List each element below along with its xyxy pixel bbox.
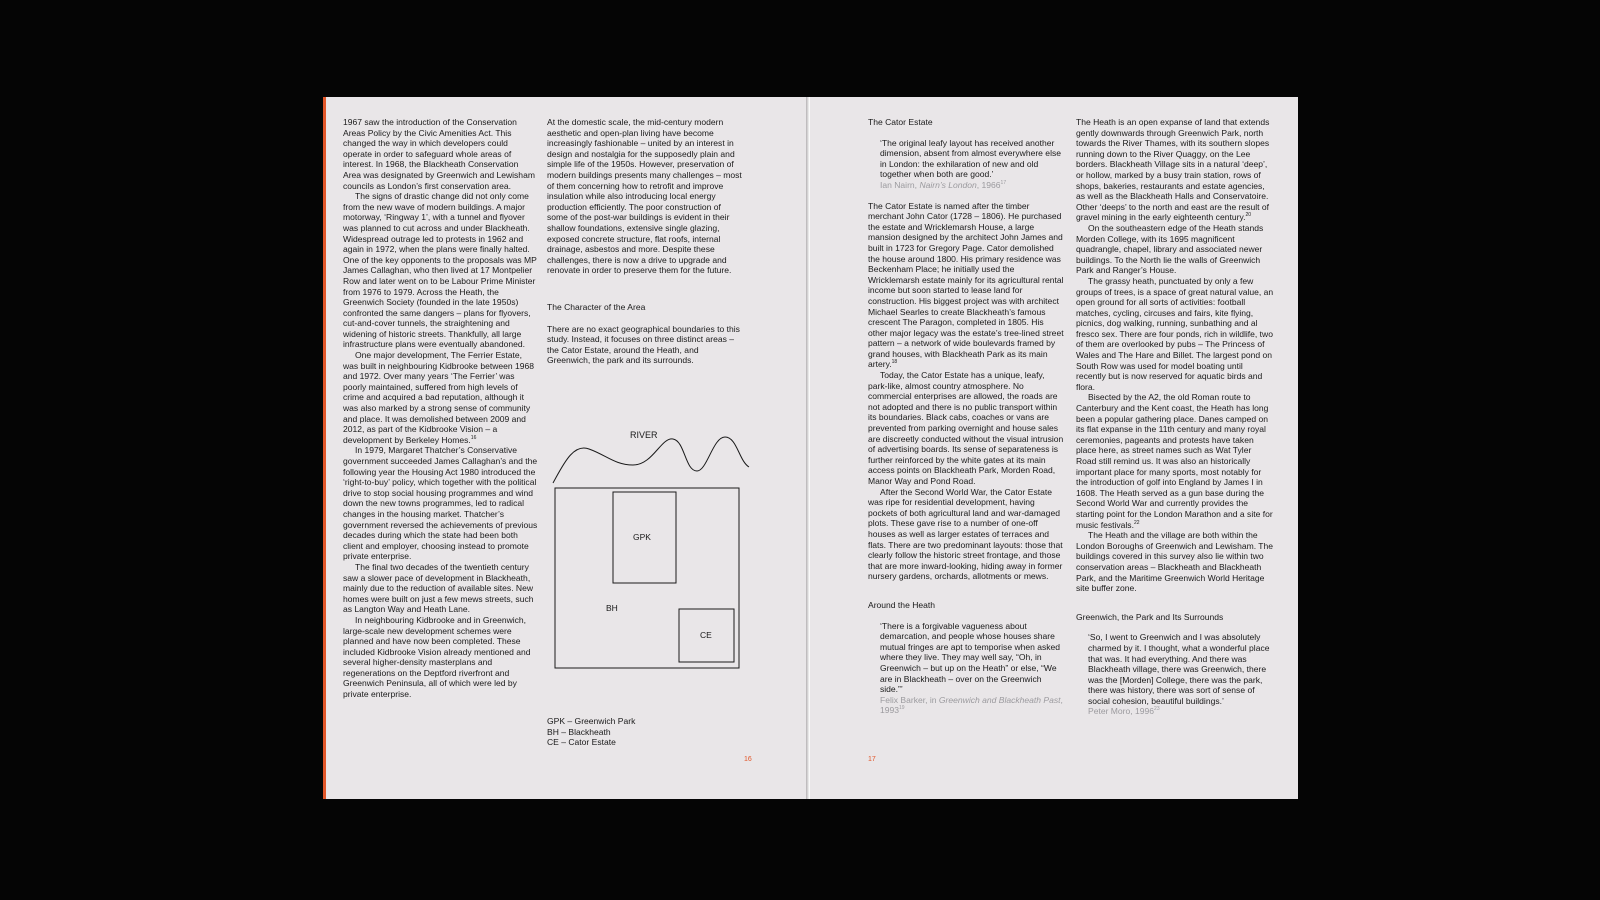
footnote-mark: 18 (891, 359, 898, 366)
moro-quote-source: Peter Moro, 1996$^{23}$ (1088, 706, 1160, 717)
cator-estate-text (868, 201, 1065, 582)
moro-quote-text: ‘So, I went to Greenwich and I was absolutely charmed by it. I thought, what a wonderful place that was. It had everything. And there was Blackheath village, there was Greenwich, there was the [Morden] College, there was the park, there was history, there was sort of sense of social cohesion, beautiful buildings.’ (1088, 632, 1270, 706)
left-page (323, 97, 809, 799)
paragraph: One major development, The Ferrier Estate, was built in neighbouring Kidbrooke between 1968 and 1972. Over many years ‘The Ferrier’ was poorly maintained, suffered from high levels of crime and acquired a bad reputation, although it was also marked by a strong sense of community and place. It was demolished between 2009 and 2012, as part of the Kidbrooke Vision – a development by Berkeley Homes.$^{16}$ (343, 350, 535, 445)
legend-item: CE – Cator Estate (547, 737, 616, 748)
section-title-cator: The Cator Estate (868, 117, 933, 127)
right-column-1 (868, 117, 1065, 716)
footnote-mark: 20 (1245, 212, 1252, 219)
area-map (551, 427, 751, 687)
character-text: There are no exact geographical boundaries to this study. Instead, it focuses on three distinct areas – the Cator Estate, around the Heath, and Greenwich, the park and its surrounds. (547, 323, 740, 366)
paragraph: 1967 saw the introduction of the Conservation Areas Policy by the Civic Amenities Act. This changed the way in which developers could operate in order to safeguard whole areas of interest. In 1968, the Blackheath Conservation Area was designated by Greenwich and Lewisham councils as London’s first conservation area. (343, 117, 535, 191)
paragraph: The Heath and the village are both within the London Boroughs of Greenwich and Lewisham. The buildings covered in this survey also lie within two conservation areas – Blackheath and Blackheath Park, and the Maritime Greenwich World Heritage site buffer zone. (1076, 530, 1274, 594)
right-column-2 (1076, 117, 1274, 717)
map-legend (547, 716, 743, 748)
paragraph: In neighbouring Kidbrooke and in Greenwich, large-scale new development schemes were planned and have now been completed. These included Kidbrooke Vision already mentioned and several higher-density masterplans and regenerations on the Deptford riverfront and Greenwich Peninsula, all of which were led by private enterprise. (343, 614, 531, 700)
paragraph: After the Second World War, the Cator Estate was ripe for residential development, having pockets of both agricultural land and war-damaged plots. These gave rise to a number of one-off houses as well as larger estates of terraces and flats. There are two predominant layouts: those that clearly follow the historic street frontage, and those that are more inward-looking, hiding away in former nursery gardens, orchards, allotments or mews. (868, 486, 1063, 582)
paragraph: The Cator Estate is named after the timber merchant John Cator (1728 – 1806). He purchased the estate and Wricklemarsh House, a large mansion designed by the architect John James and built in 1723 for Gregory Page. Cator demolished the house around 1800. His primary residence was Beckenham Place; he initially used the Wricklemarsh estate mainly for its agricultural rental income but soon started to lease land for construction. His biggest project was with architect Michael Searles to create Blackheath’s famous crescent The Paragon, completed in 1805. His other major legacy was the estate’s tree-lined street pattern – a network of wide boulevards framed by grand houses, with Blackheath Park as its main artery.$^{18}$ (868, 200, 1064, 370)
barker-quote-source: Felix Barker, in Greenwich and Blackheath Past, 1993$^{19}$ (880, 694, 1063, 716)
barker-quote (868, 621, 1065, 716)
legend-item: BH – Blackheath (547, 726, 611, 737)
paragraph: Today, the Cator Estate has a unique, leafy, park-like, almost country atmosphere. No commercial enterprises are allowed, the roads are not adopted and there is no public transport within its boundaries. Black cabs, coaches or vans are prevented from parking overnight and house sales are discreetly conducted without the visual intrusion of advertising boards. Its sense of separateness is further reinforced by the white gates at its main access points on Blackheath Park, Morden Road, Manor Way and Pond Road. (868, 370, 1064, 486)
page-number-17: 17 (868, 756, 876, 763)
heath-text (1076, 117, 1274, 594)
paragraph: The final two decades of the twentieth century saw a slower pace of development in Blackheath, mainly due to the reduction of available sites. New homes were built on just a few mews streets, such as Langton Way and Heath Lane. (343, 561, 534, 615)
page-number-16: 16 (744, 756, 752, 763)
section-title-greenwich: Greenwich, the Park and Its Surrounds (1076, 611, 1224, 622)
footnote-mark: 22 (1133, 519, 1140, 526)
paragraph: At the domestic scale, the mid-century modern aesthetic and open-plan living have become increasingly fashionable – united by an interest in design and nostalgia for the supposedly plain and simple life of the 1950s. However, preservation of modern buildings presents many challenges – most of them concerning how to retrofit and improve insulation while also introducing local energy production efficiently. The poor construction of some of the post-war buildings is evident in their shallow foundations, extensive single glazing, exposed concrete structure, flat roofs, internal drainage, asbestos and more. Despite these challenges, there is now a drive to upgrade and renovate in order to preserve them for the future. (547, 117, 742, 276)
section-title-heath: Around the Heath (868, 599, 935, 610)
bh-label: BH (606, 603, 618, 613)
barker-quote-text: ‘There is a forgivable vagueness about demarcation, and people whose houses share mutual fringes are apt to temporise when asked where they live. They may well say, “Oh, in Greenwich – but up on the Heath” or else, “We are in Blackheath – over on the Greenwich side.”’ (880, 620, 1061, 695)
nairn-quote-text: ‘The original leafy layout has received another dimension, absent from almost everywhere else in London: the exhilaration of new and old together when both are good.’ (880, 137, 1061, 180)
river-line (553, 437, 749, 483)
domestic-scale-text (547, 117, 743, 276)
paragraph: Bisected by the A2, the old Roman route to Canterbury and the Kent coast, the Heath has long been a popular gathering place. Danes camped on its flat expanse in the 11th century and many royal ceremonies, pageants and protests have taken place here, as street names such as Wat Tyler Road still remind us. It was also an historically important place for many sports, most notably for the introduction of golf into England by James I in 1608. The Heath served as a gun base during the Second World War and currently provides the starting point for the London Marathon and a site for music festivals.$^{22}$ (1076, 392, 1273, 530)
paragraph: The Heath is an open expanse of land that extends gently downwards through Greenwich Park, north towards the River Thames, with its southern slopes running down to the River Quaggy, on the Lee borders. Blackheath Village sits in a natural ‘deep’, or hollow, marked by a busy train station, rows of shops, bakeries, restaurants and estate agencies, as well as the Blackheath Halls and Conservatoire. Other ‘deeps’ to the north and east are the result of gravel mining in the early eighteenth century.$^{20}$ (1076, 117, 1270, 223)
moro-quote (1076, 632, 1274, 717)
left-column-2 (547, 117, 743, 366)
paragraph: The signs of drastic change did not only come from the new wave of modern buildings. A major motorway, ‘Ringway 1’, with a tunnel and flyover was planned to cut across and under Blackheath. Widespread outrage led to protests in 1962 and again in 1972, when the plans were finally halted. One of the key opponents to the proposals was MP James Callaghan, who then lived at 17 Montpelier Row and later went on to be Labour Prime Minister from 1976 to 1979. Across the Heath, the Greenwich Society (founded in the late 1950s) confronted the same dangers – plans for flyovers, cut-and-cover tunnels, the straightening and widening of historic streets. Thankfully, all large infrastructure plans were eventually abandoned. (343, 191, 537, 350)
section-title-character: The Character of the Area (547, 301, 646, 312)
paragraph: In 1979, Margaret Thatcher’s Conservative government succeeded James Callaghan’s and the following year the Housing Act 1980 introduced the ‘right-to-buy’ policy, which together with the political drive to stop social housing programmes and wind down the new towns programmes, led to radical changes in the housing market. Thatcher’s government reversed the achievements of previous decades during which the state had been both client and employer, choosing instead to promote private enterprise. (343, 445, 538, 562)
left-column-1 (343, 117, 538, 700)
paragraph: On the southeastern edge of the Heath stands Morden College, with its 1695 magnificent quadrangle, chapel, library and associated newer buildings. To the North lie the walls of Greenwich Park and Ranger’s House. (1076, 222, 1264, 276)
legend-item: GPK – Greenwich Park (547, 716, 636, 726)
right-page (810, 97, 1298, 799)
area-boundary (555, 488, 739, 668)
river-label: RIVER (630, 430, 658, 440)
footnote-mark: 16 (470, 434, 477, 441)
nairn-quote (868, 138, 1065, 191)
nairn-quote-source: Ian Nairn, Nairn’s London, 1966$^{17}$ (880, 179, 1007, 190)
gpk-label: GPK (633, 532, 651, 542)
paragraph: The grassy heath, punctuated by only a few groups of trees, is a space of great natural value, an open ground for all sorts of activities: football matches, cycling, circuses and fairs, kite flying, picnics, dog walking, running, sunbathing and al fresco sex. There are four ponds, rich in wildlife, two of them are overlooked by pubs – The Princess of Wales and The Hare and Billet. The largest pond on South Row was used for model boating until recently but is now reserved for aquatic birds and flora. (1076, 275, 1274, 392)
ce-label: CE (700, 630, 712, 640)
